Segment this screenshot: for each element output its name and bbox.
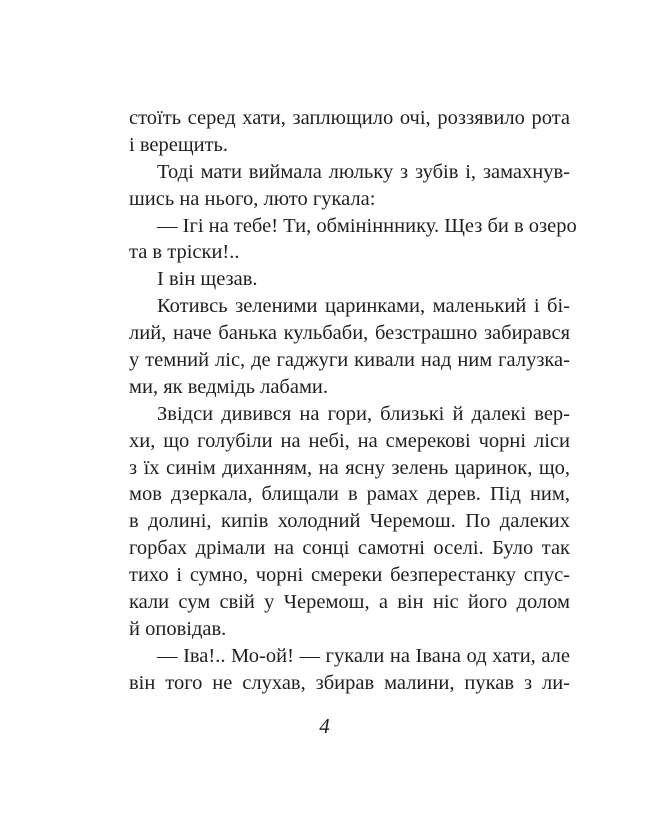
text-line: І він щезав. xyxy=(157,268,258,291)
text-line: і верещить. xyxy=(129,133,229,156)
text-line: тихо і сумно, чорні смереки безперестанку спус- xyxy=(129,564,570,587)
text-line: лий, наче банька кульбаби, безстрашно забирався xyxy=(129,322,570,345)
text-line: Котивсь зеленими царинками, маленький і бі- xyxy=(157,295,570,318)
text-line: кали сум свій у Черемош, а він ніс його долом xyxy=(129,591,570,614)
text-line: — Іва!.. Мо-ой! — гукали на Івана од хати, але xyxy=(157,644,570,667)
text-line: хи, що голубіли на небі, на смерекові чорні ліси xyxy=(129,429,570,452)
text-line: та в тріски!.. xyxy=(129,241,240,264)
text-line: й оповідав. xyxy=(129,617,227,640)
text-line: Тоді мати виймала люльку з зубів і, замахнув- xyxy=(157,160,570,183)
text-line: з їх синім диханням, на ясну зелень царинок, що, xyxy=(129,456,570,479)
text-line: у темний ліс, де гаджуги кивали над ним галузка- xyxy=(129,349,570,372)
page-number: 4 xyxy=(319,714,330,738)
text-line: він того не слухав, збирав малини, пукав з ли- xyxy=(129,671,570,694)
text-line: в долині, кипів холодний Черемош. По далеких xyxy=(129,510,570,533)
body-text xyxy=(129,105,577,697)
text-line: ми, як ведмідь лабами. xyxy=(129,375,329,398)
text-line: шись на нього, люто гукала: xyxy=(129,187,376,210)
text-line: горбах дрімали на сонці самотні оселі. Було так xyxy=(129,537,570,560)
text-line: мов дзеркала, блищали в рамах дерев. Під ним, xyxy=(129,483,570,506)
text-line: стоїть серед хати, заплющило очі, роззявило рота xyxy=(129,107,570,129)
text-line: — Ігі на тебе! Ти, обмінінннику. Щез би в озеро xyxy=(157,214,577,237)
text-line: Звідси дивився на гори, близькі й далекі вер- xyxy=(157,402,570,425)
